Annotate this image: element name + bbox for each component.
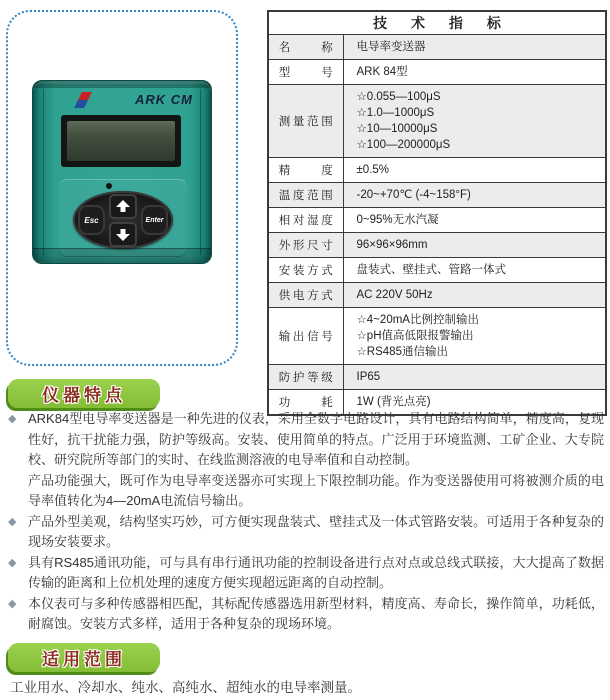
up-arrow-icon — [116, 200, 130, 213]
applications-heading-banner: 适用范围 — [8, 643, 160, 672]
keypad — [73, 191, 173, 249]
down-arrow-icon — [116, 228, 130, 241]
spec-row — [268, 157, 606, 182]
brand-logo-icon — [73, 92, 93, 109]
spec-row — [268, 364, 606, 389]
feature-text: ARK84型电导率变送器是一种先进的仪表，采用全数字电路设计，具有电路结构简单，精度高，复现性好，抗干扰能力强，防护等级高。安装、使用简单的特点。广泛用于环境监测、工矿企业、大专院校、研究院所等部门的实时、在线监测溶液的电导率值和自动控制。 产品功能强大，既可作为电导率变送器亦可实现上下限控制功能。作为变送器使用可将被测介质的电导率值转化为4—20mA电流信号输出。 — [28, 411, 604, 508]
up-arrow-button — [109, 194, 137, 219]
device-left-seam — [43, 89, 44, 255]
spec-label: 名称 — [268, 34, 343, 59]
feature-item — [8, 553, 604, 594]
spec-value: IP65 — [343, 364, 606, 389]
spec-label: 型号 — [268, 59, 343, 84]
screw-dot — [106, 183, 112, 189]
spec-value: 96×96×96mm — [343, 232, 606, 257]
spec-label: 温度范围 — [268, 182, 343, 207]
spec-label: 输出信号 — [268, 307, 343, 364]
spec-value: 盘装式、壁挂式、管路一体式 — [343, 257, 606, 282]
spec-row — [268, 84, 606, 157]
feature-item — [8, 594, 604, 635]
lcd-display — [61, 115, 181, 167]
spec-value: 1W (背光点亮) — [343, 389, 606, 415]
spec-value: ±0.5% — [343, 157, 606, 182]
spec-value: 电导率变送器 — [343, 34, 606, 59]
features-heading-banner: 仪器特点 — [8, 379, 160, 408]
spec-label: 精度 — [268, 157, 343, 182]
diamond-bullet-icon: ◆ — [8, 515, 17, 528]
spec-row — [268, 59, 606, 84]
logo-blue-slash — [74, 100, 88, 108]
features-list — [8, 409, 604, 635]
spec-label: 供电方式 — [268, 282, 343, 307]
spec-row — [268, 232, 606, 257]
spec-value: ☆0.055—100μS☆1.0—1000μS ☆10—10000μS☆100—200000μS — [343, 84, 606, 157]
spec-row — [268, 257, 606, 282]
spec-table — [267, 10, 607, 416]
spec-value: 0~95%无水汽凝 — [343, 207, 606, 232]
lcd-screen — [67, 121, 175, 161]
conductivity-transmitter-photo — [32, 80, 212, 264]
spec-row — [268, 282, 606, 307]
spec-value: ARK 84型 — [343, 59, 606, 84]
spec-table-title: 技 术 指 标 — [268, 11, 606, 34]
applications-text: 工业用水、冷却水、纯水、高纯水、超纯水的电导率测量。 — [10, 680, 361, 695]
feature-text: 具有RS485通讯功能，可与具有串行通讯功能的控制设备进行点对点或总线式联接，大大提高了数据传输的距离和上位机处理的速度方便实现超远距离的自动控制。 — [28, 554, 604, 590]
enter-button: Enter — [141, 205, 168, 235]
device-model-label: ARK CM — [135, 92, 193, 107]
spec-table-header-row — [268, 11, 606, 34]
diamond-bullet-icon: ◆ — [8, 597, 17, 610]
spec-label: 防护等级 — [268, 364, 343, 389]
spec-label: 外形尺寸 — [268, 232, 343, 257]
device-right-seam — [200, 89, 201, 255]
spec-table-section — [267, 10, 607, 416]
spec-label: 功耗 — [268, 389, 343, 415]
spec-value: AC 220V 50Hz — [343, 282, 606, 307]
spec-row — [268, 34, 606, 59]
spec-row — [268, 207, 606, 232]
spec-label: 相对湿度 — [268, 207, 343, 232]
spec-row — [268, 182, 606, 207]
feature-item — [8, 512, 604, 553]
esc-button: Esc — [78, 205, 105, 235]
spec-value: ☆4~20mA比例控制输出☆pH值高低限报警输出 ☆RS485通信输出 — [343, 307, 606, 364]
diamond-bullet-icon: ◆ — [8, 413, 17, 425]
feature-item — [8, 409, 604, 512]
feature-text: 产品外型美观，结构坚实巧妙，可方便实现盘装式、壁挂式及一体式管路安装。可适用于各种复杂的现场安装要求。 — [28, 513, 604, 549]
spec-label: 安装方式 — [268, 257, 343, 282]
spec-label: 测量范围 — [268, 84, 343, 157]
spec-value: -20~+70℃ (-4~158°F) — [343, 182, 606, 207]
logo-red-slash — [78, 92, 92, 100]
product-photo-frame — [6, 10, 238, 366]
spec-row — [268, 307, 606, 364]
down-arrow-button — [109, 222, 137, 247]
diamond-bullet-icon: ◆ — [8, 556, 17, 569]
feature-text: 本仪表可与多种传感器相匹配，其标配传感器选用新型材料，精度高、寿命长，操作简单，功耗低，耐腐蚀。安装方式多样，适用于各种复杂的现场环境。 — [28, 595, 604, 631]
